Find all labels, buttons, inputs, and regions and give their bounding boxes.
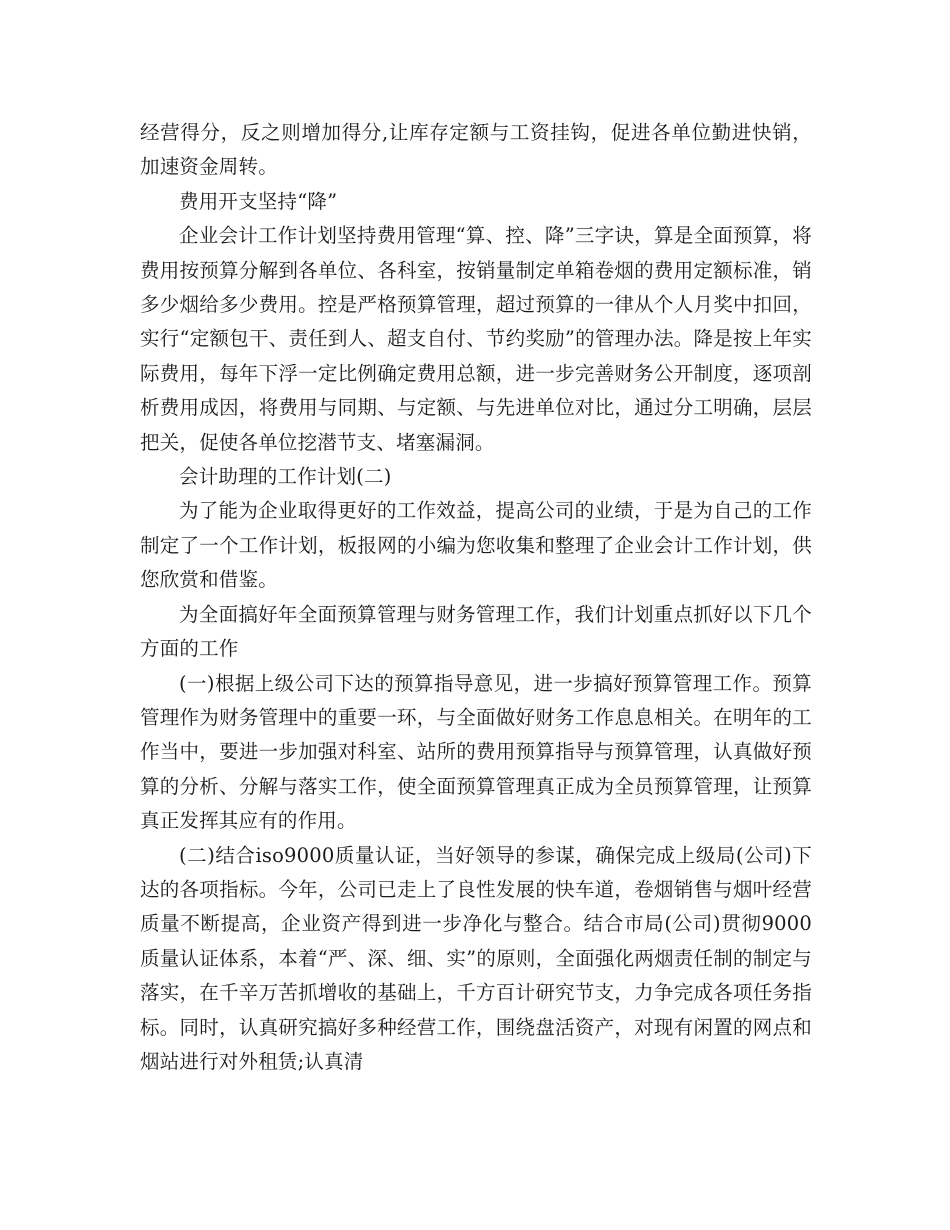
document-body: [140, 116, 812, 1079]
paragraph-4-heading: 会计助理的工作计划(二): [179, 465, 392, 489]
paragraph-5: 为了能为企业取得更好的工作效益，提高公司的业绩，于是为自己的工作制定了一个工作计划，板报网的小编为您收集和整理了企业会计工作计划，供您欣赏和借鉴。: [140, 499, 812, 592]
paragraph-6: 为全面搞好年全面预算管理与财务管理工作，我们计划重点抓好以下几个方面的工作: [140, 602, 812, 661]
paragraph-3: 企业会计工作计划坚持费用管理“算、控、降”三字诀，算是全面预算，将费用按预算分解到各单位、各科室，按销量制定单箱卷烟的费用定额标准，销多少烟给多少费用。控是严格预算管理，超过预算的一律从个人月奖中扣回，实行“定额包干、责任到人、超支自付、节约奖励”的管理办法。降是按上年实际费用，每年下浮一定比例确定费用总额，进一步完善财务公开制度，逐项剖析费用成因，将费用与同期、与定额、与先进单位对比，通过分工明确，层层把关，促使各单位挖潜节支、堵塞漏洞。: [140, 224, 812, 454]
paragraph-2-heading: 费用开支坚持“降”: [179, 189, 338, 213]
paragraph-1: 经营得分，反之则增加得分,让库存定额与工资挂钩，促进各单位勤进快销，加速资金周转。: [140, 121, 812, 179]
paragraph-7: (一)根据上级公司下达的预算指导意见，进一步搞好预算管理工作。预算管理作为财务管理中的重要一环，与全面做好财务工作息息相关。在明年的工作当中，要进一步加强对科室、站所的费用预算指导与预算管理，认真做好预算的分析、分解与落实工作，使全面预算管理真正成为全员预算管理，让预算真正发挥其应有的作用。: [140, 671, 812, 833]
paragraph-8: (二)结合iso9000质量认证，当好领导的参谋，确保完成上级局(公司)下达的各项指标。今年，公司已走上了良性发展的快车道，卷烟销售与烟叶经营质量不断提高，企业资产得到进一步净化与整合。结合市局(公司)贯彻9000质量认证体系，本着“严、深、细、实”的原则，全面强化两烟责任制的制定与落实，在千辛万苦抓增收的基础上，千方百计研究节支，力争完成各项任务指标。同时，认真研究搞好多种经营工作，围绕盘活资产，对现有闲置的网点和烟站进行对外租赁;认真清: [140, 843, 812, 1073]
